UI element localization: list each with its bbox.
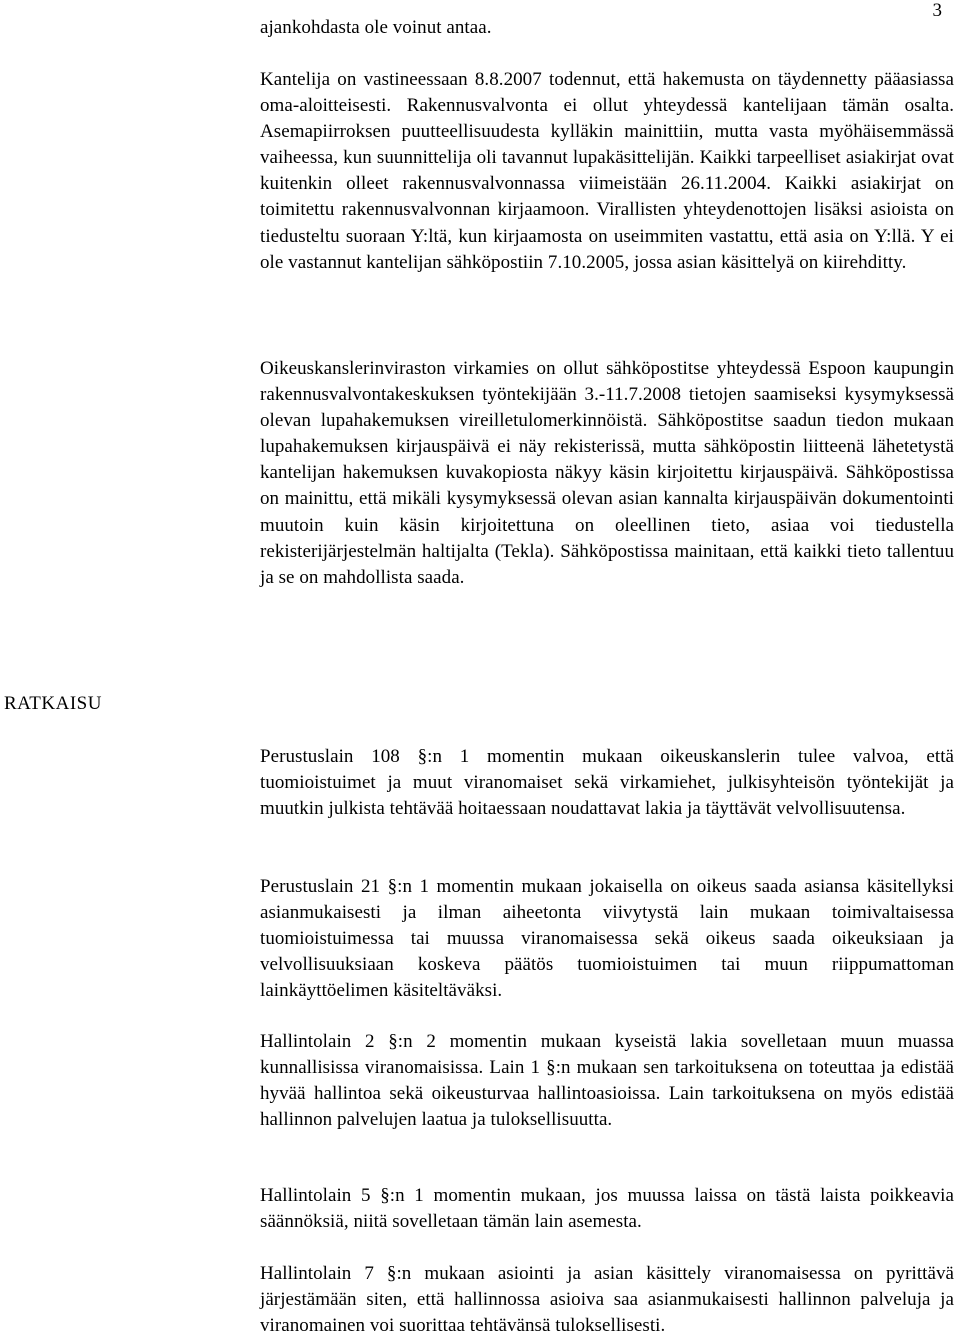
paragraph-administrative-act-7: Hallintolain 7 §:n mukaan asiointi ja asian käsittely viranomaisessa on pyrittävä järjestämään siten, että hallinnossa asioiva saa asianmukaisesti hallinnon palveluja ja viranomainen voi suorittaa tehtävänsä tuloksellisesti. [260,1263,954,1337]
page-number: 3 [932,0,942,21]
section-heading-ratkaisu: RATKAISU [4,693,102,714]
paragraph-complainant-response: Kantelija on vastineessaan 8.8.2007 todennut, että hakemusta on täydennetty pääasiassa oma-aloitteisesti. Rakennusvalvonta ei ollut yhteydessä kantelijaan tämän osalta. Asemapiirroksen puutteellisuudesta kylläkin mainittiin, mutta vasta myöhäisemmässä vaiheessa, kun suunnittelija oli tavannut lupakäsittelijän. Kaikki tarpeelliset asiakirjat ovat kuitenkin olleet rakennusvalvonnassa viimeistään 26.11.2004. Kaikki asiakirjat on toimitettu rakennusvalvonnan kirjaamoon. Virallisten yhteydenottojen lisäksi asioista on tiedusteltu suoraan Y:ltä, kun kirjaamosta on useimmiten vastattu, että asia on Y:llä. Y ei ole vastannut kantelijan sähköpostiin 7.10.2005, jossa asian käsittelyä on kiirehditty. [260,69,954,273]
paragraph-administrative-act-2: Hallintolain 2 §:n 2 momentin mukaan kyseistä lakia sovelletaan muun muassa kunnallisissa viranomaisissa. Lain 1 §:n mukaan sen tarkoituksena on toteuttaa ja edistää hyvää hallintoa sekä oikeusturvaa hallintoasioissa. Lain tarkoituksena on myös edistää hallinnon palvelujen laatua ja tuloksellisuutta. [260,1031,954,1131]
paragraph-constitution-108: Perustuslain 108 §:n 1 momentin mukaan oikeuskanslerin tulee valvoa, että tuomioistuimet ja muut viranomaiset sekä virkamiehet, julkisyhteisön työntekijät ja muutkin julkista tehtävää hoitaessaan noudattavat lakia ja täyttävät velvollisuutensa. [260,746,954,820]
paragraph-administrative-act-5: Hallintolain 5 §:n 1 momentin mukaan, jos muussa laissa on tästä laista poikkeavia säännöksiä, niitä sovelletaan tämän lain asemesta. [260,1185,954,1233]
paragraph-email-inquiry: Oikeuskanslerinviraston virkamies on ollut sähköpostitse yhteydessä Espoon kaupungin rakennusvalvontakeskuksen työntekijään 3.-11.7.2008 tietojen saamiseksi kysymyksessä olevan lupahakemuksen vireilletulomerkinnöistä. Sähköpostitse saadun tiedon mukaan lupahakemuksen kirjauspäivä ei näy rekisterissä, mutta sähköpostin liitteenä lähetetystä kantelijan hakemuksen kuvakopiosta näkyy käsin kirjoitettu kirjauspäivä. Sähköpostissa on mainittu, että mikäli kysymyksessä olevan asian kannalta kirjauspäivän dokumentointi muutoin kuin käsin kirjoitettuna on oleellinen tieto, asiaa voi tiedustella rekisterijärjestelmän haltijalta (Tekla). Sähköpostissa mainitaan, että kaikki tieto tallentuu ja se on mahdollista saada. [260,358,954,588]
paragraph-constitution-21: Perustuslain 21 §:n 1 momentin mukaan jokaisella on oikeus saada asiansa käsitellyksi asianmukaisesti ja ilman aiheetonta viivytystä lain mukaan toimivaltaisessa tuomioistuimessa tai muussa viranomaisessa sekä oikeus saada oikeuksiaan ja velvollisuuksiaan koskeva päätös tuomioistuimen tai muun riippumattoman lainkäyttöelimen käsiteltäväksi. [260,876,954,1002]
paragraph-intro-tail: ajankohdasta ole voinut antaa. [260,17,492,38]
